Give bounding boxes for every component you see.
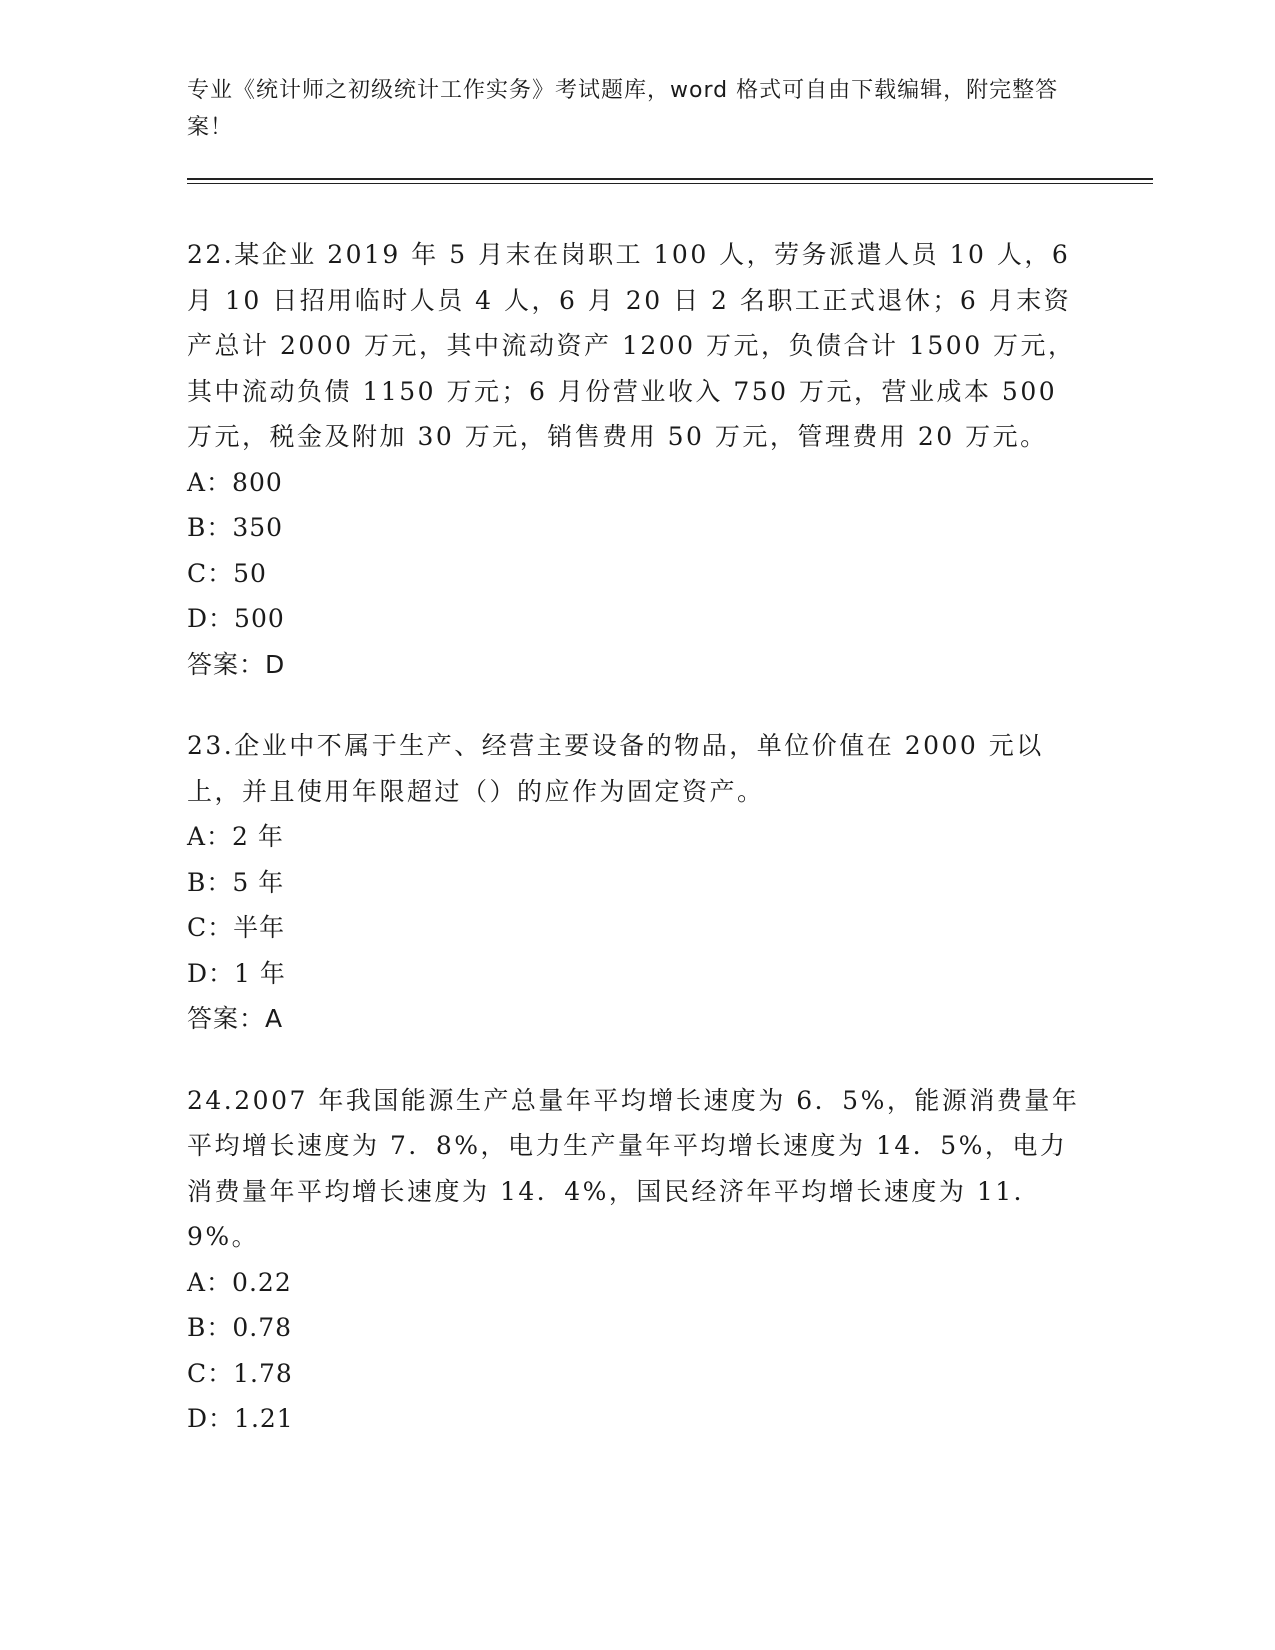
question-23 — [187, 723, 1087, 1042]
option-b: B：5 年 — [187, 867, 285, 897]
question-list — [187, 232, 1087, 1478]
answer-line: 答案：A — [187, 1004, 284, 1033]
header-divider-thick — [187, 178, 1153, 180]
option-c: C：1.78 — [187, 1358, 293, 1388]
option-a: A：0.22 — [187, 1267, 292, 1297]
option-c: C：半年 — [187, 913, 286, 942]
question-22 — [187, 232, 1087, 687]
option-b: B：0.78 — [187, 1313, 293, 1342]
answer-line: 答案：D — [187, 649, 286, 679]
question-24 — [187, 1078, 1087, 1442]
header-divider-thin — [187, 183, 1153, 184]
question-stem: 24.2007 年我国能源生产总量年平均增长速度为 6．5%，能源消费量年平均增长速度为 7．8%，电力生产量年平均增长速度为 14．5%，电力消费量年平均增长速度为 14．4%，国民经济年平均增长速度为 11．9%。 — [187, 1085, 1080, 1251]
option-d: D：1.21 — [187, 1404, 294, 1433]
option-c: C：50 — [187, 558, 267, 588]
option-a: A：2 年 — [187, 822, 284, 851]
option-d: D：1 年 — [187, 958, 286, 988]
question-stem: 22.某企业 2019 年 5 月末在岗职工 100 人，劳务派遣人员 10 人，6 月 10 日招用临时人员 4 人，6 月 20 日 2 名职工正式退休；6 月末资产总计 2000 万元，其中流动资产 1200 万元，负债合计 1500 万元，其中流动负债 1150 万元；6 月份营业收入 750 万元，营业成本 500 万元，税金及附加 30 万元，销售费用 50 万元，管理费用 20 万元。 — [187, 240, 1076, 451]
question-stem: 23.企业中不属于生产、经营主要设备的物品，单位价值在 2000 元以上，并且使用年限超过（）的应作为固定资产。 — [187, 731, 1044, 806]
option-b: B：350 — [187, 513, 284, 542]
option-a: A：800 — [187, 467, 283, 497]
option-d: D：500 — [187, 604, 285, 633]
document-header: 专业《统计师之初级统计工作实务》考试题库，word 格式可自由下载编辑，附完整答案！ — [187, 78, 1059, 140]
